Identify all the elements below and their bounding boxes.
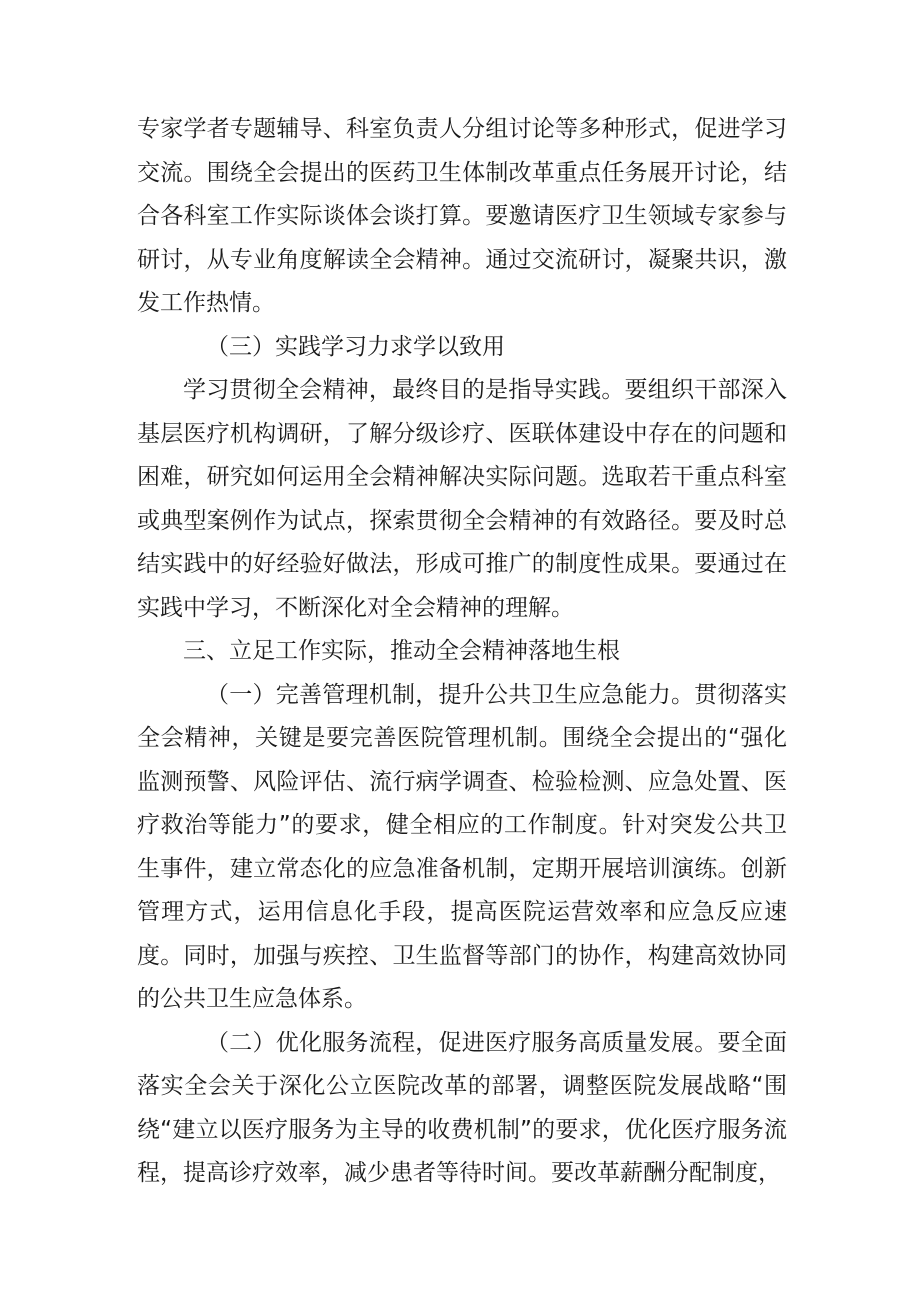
paragraph-practice: 学习贯彻全会精神，最终目的是指导实践。要组织干部深入基层医疗机构调研，了解分级诊疗、医联体建设中存在的问题和困难，研究如何运用全会精神解决实际问题。选取若干重点科室或典型案例作为试点，探索贯彻全会精神的有效路径。要及时总结实践中的好经验好做法，形成可推广的制度性成果。要通过在实践中学习，不断深化对全会精神的理解。 xyxy=(137,377,787,621)
paragraph-service-process: （二）优化服务流程，促进医疗服务高质量发展。要全面落实全会关于深化公立医院改革的部署，调整医院发展战略“围绕“建立以医疗服务为主导的收费机制”的要求，优化医疗服务流程，提高诊疗效率，减少患者等待时间。要改革薪酬分配制度， xyxy=(137,1029,787,1186)
section-heading-3: 三、立足工作实际，推动全会精神落地生根 xyxy=(183,638,620,664)
paragraph-continued: 专家学者专题辅导、科室负责人分组讨论等多种形式，促进学习交流。围绕全会提出的医药卫生体制改革重点任务展开讨论，结合各科室工作实际谈体会谈打算。要邀请医疗卫生领域专家参与研讨，从专业角度解读全会精神。通过交流研讨，凝聚共识，激发工作热情。 xyxy=(137,116,787,316)
section-heading-sub-3: （三）实践学习力求学以致用 xyxy=(206,333,505,360)
paragraph-management-mechanism: （一）完善管理机制，提升公共卫生应急能力。贯彻落实全会精神，关键是要完善医院管理机制。围绕全会提出的“强化监测预警、风险评估、流行病学调查、检验检测、应急处置、医疗救治等能力”的要求，健全相应的工作制度。针对突发公共卫生事件，建立常态化的应急准备机制，定期开展培训演练。创新管理方式，运用信息化手段，提高医院运营效率和应急反应速度。同时，加强与疾控、卫生监督等部门的协作，构建高效协同的公共卫生应急体系。 xyxy=(137,681,787,1012)
document-body xyxy=(137,108,787,1196)
